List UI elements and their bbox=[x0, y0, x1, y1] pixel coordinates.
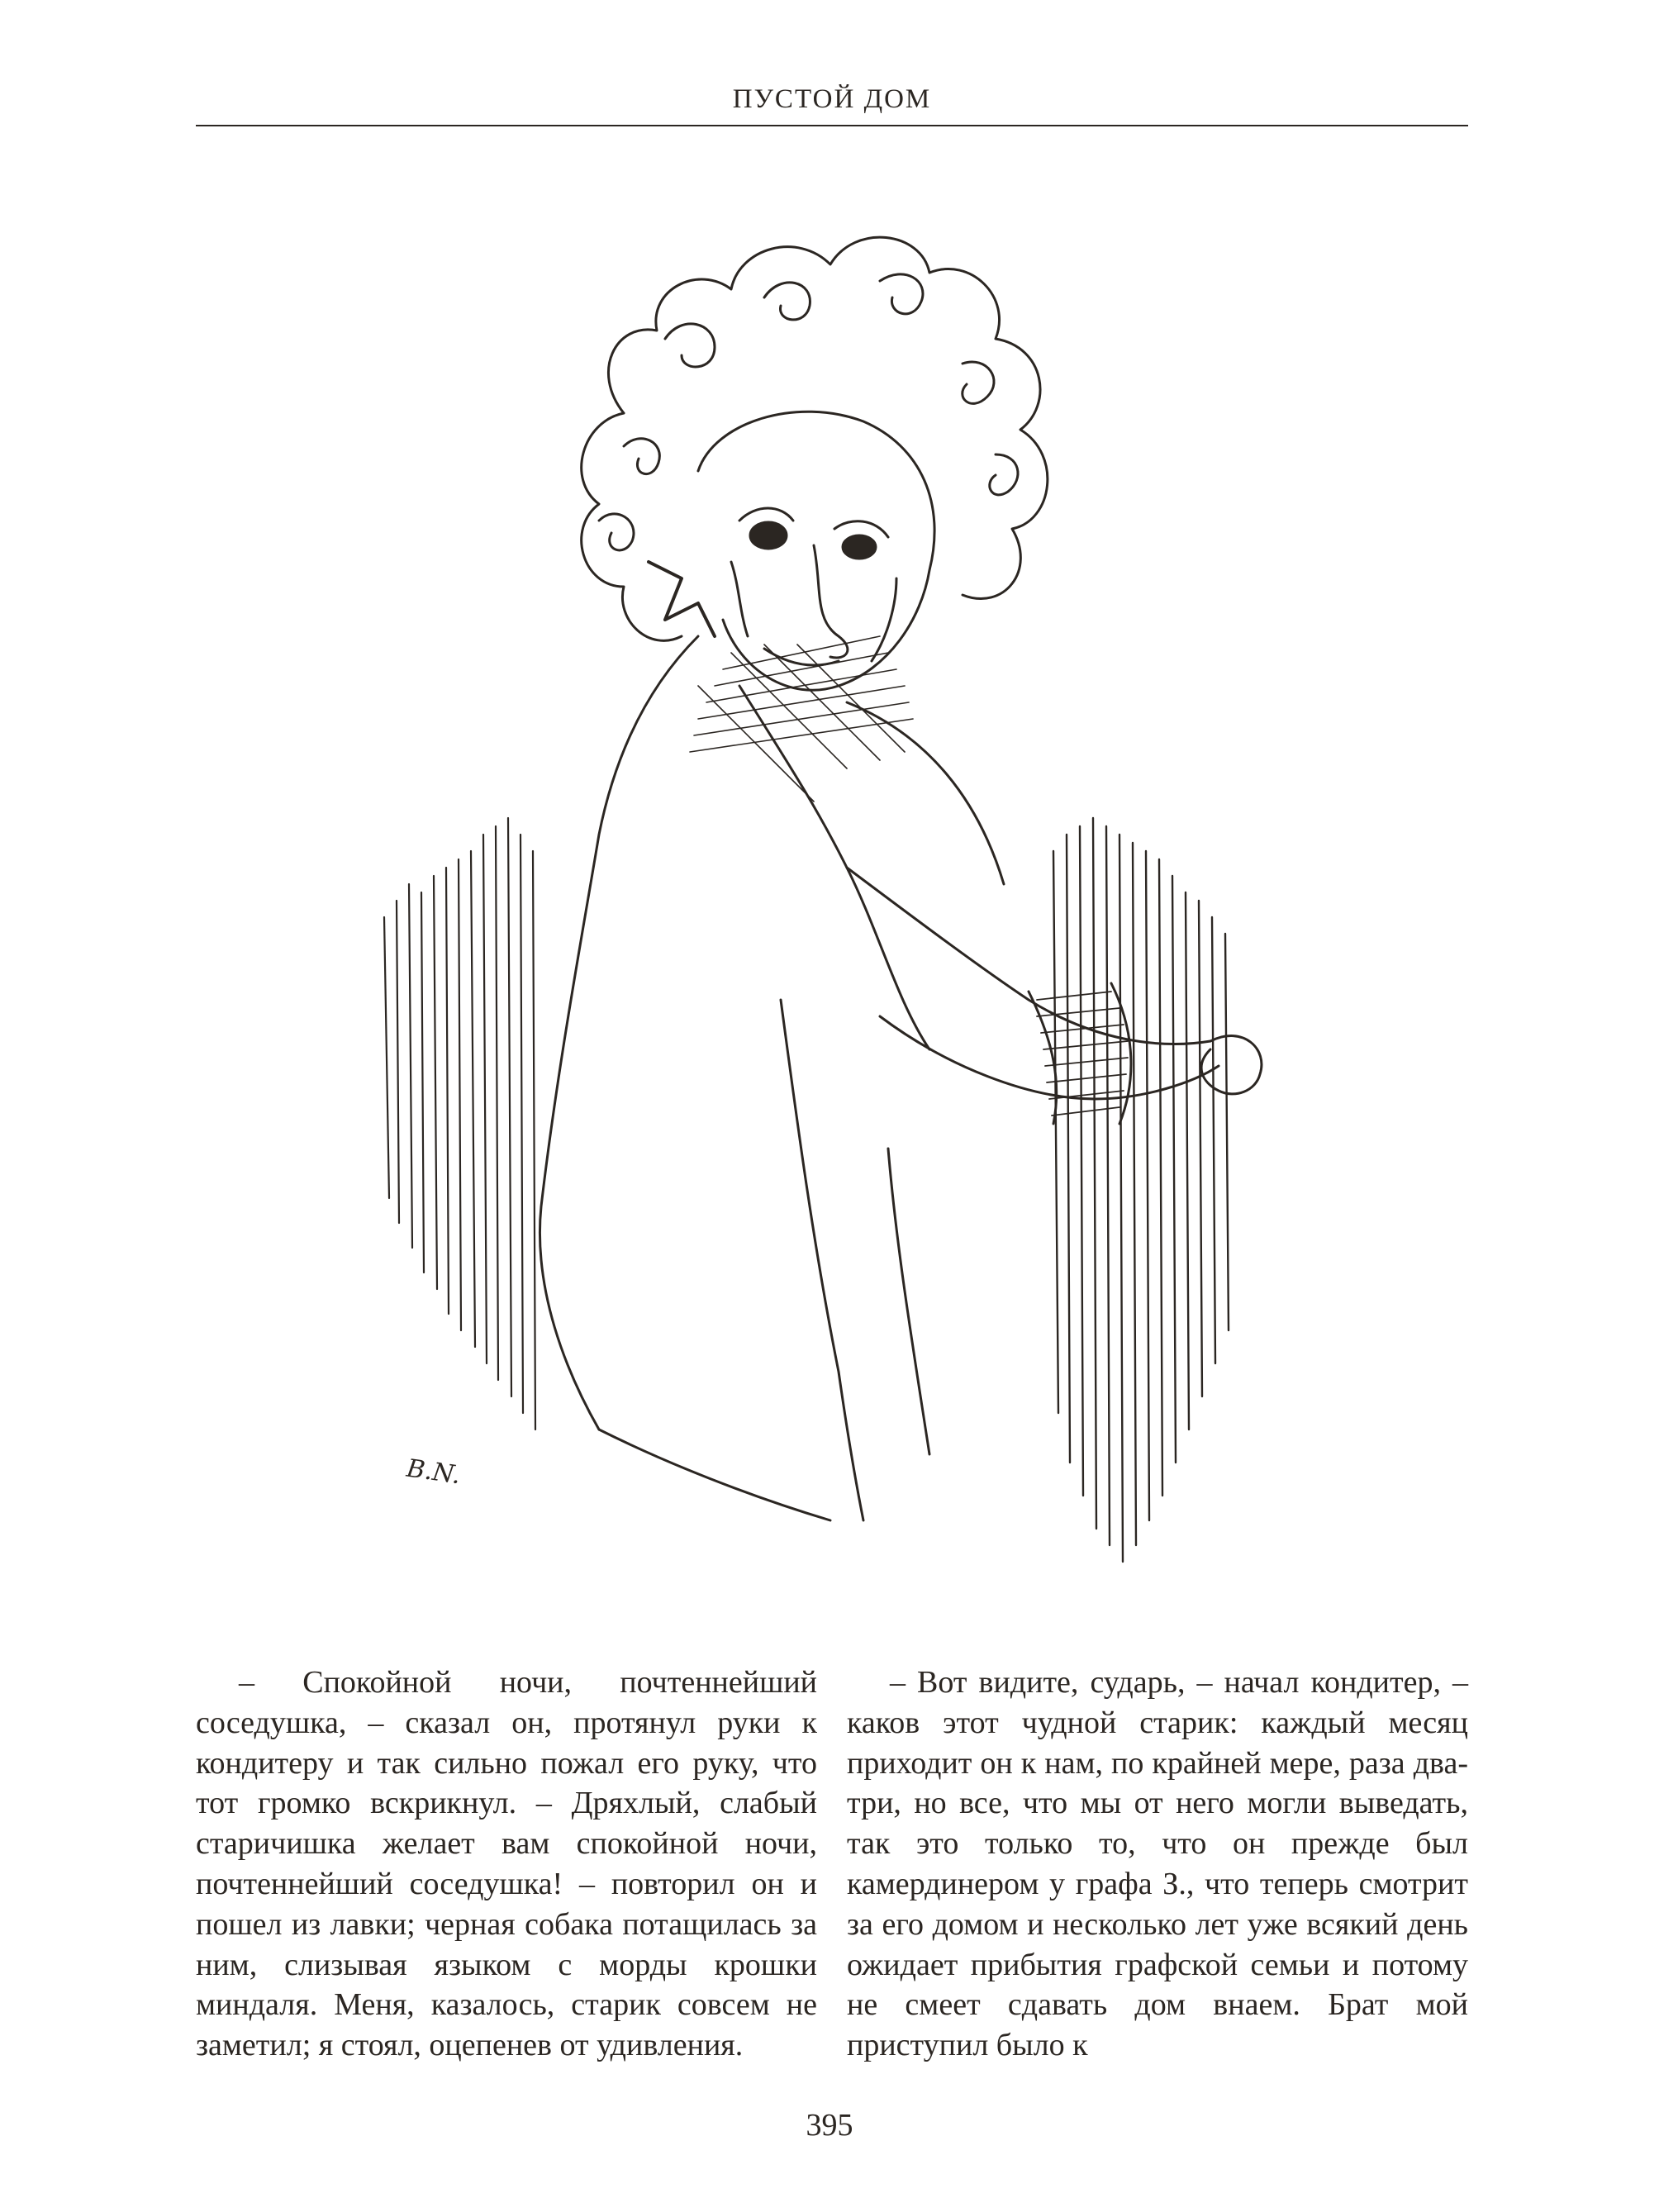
paragraph: – Спокойной ночи, почтеннейший соседушка, – сказал он, протянул руки к кондитеру и так сильно пожал его руку, что тот громко вскрикнул. – Дряхлый, слабый старичишка желает вам спокойной ночи, почтеннейший соседушка! – повторил он и пошел из лавки; черная собака потащилась за ним, слизывая языком с морды крошки миндаля. Меня, казалось, старик совсем не заметил; я стоял, оцепенев от удивления. bbox=[196, 1665, 817, 2063]
hand bbox=[1201, 1036, 1262, 1094]
running-head: ПУСТОЙ ДОМ bbox=[732, 84, 932, 114]
ribbon bbox=[649, 562, 715, 636]
paragraph: – Вот видите, сударь, – начал кондитер, – каков этот чудной старик: каждый месяц приходит он к нам, по крайней мере, раза два-три, но все, что мы от него могли выведать, так это только то, что он прежде был камердинером у графа З., что теперь смотрит за его домом и несколько лет уже всякий день ожидает прибытия графской семьи и потому не смеет сдавать дом внаем. Брат мой приступил было к bbox=[847, 1665, 1468, 2063]
text-column-right bbox=[847, 1663, 1468, 2066]
header-rule bbox=[196, 125, 1468, 126]
illustration-old-man bbox=[351, 174, 1343, 1628]
hatching-right bbox=[1053, 818, 1229, 1562]
wig bbox=[582, 237, 1048, 640]
page-number: 395 bbox=[806, 2108, 853, 2143]
face bbox=[698, 411, 934, 690]
cuff-hatching bbox=[1037, 992, 1128, 1116]
hatching-left bbox=[384, 818, 535, 1429]
text-column-left bbox=[196, 1663, 817, 2066]
illustration-signature: B.N. bbox=[404, 1453, 463, 1491]
arm bbox=[847, 868, 1219, 1124]
coat bbox=[540, 636, 1004, 1520]
